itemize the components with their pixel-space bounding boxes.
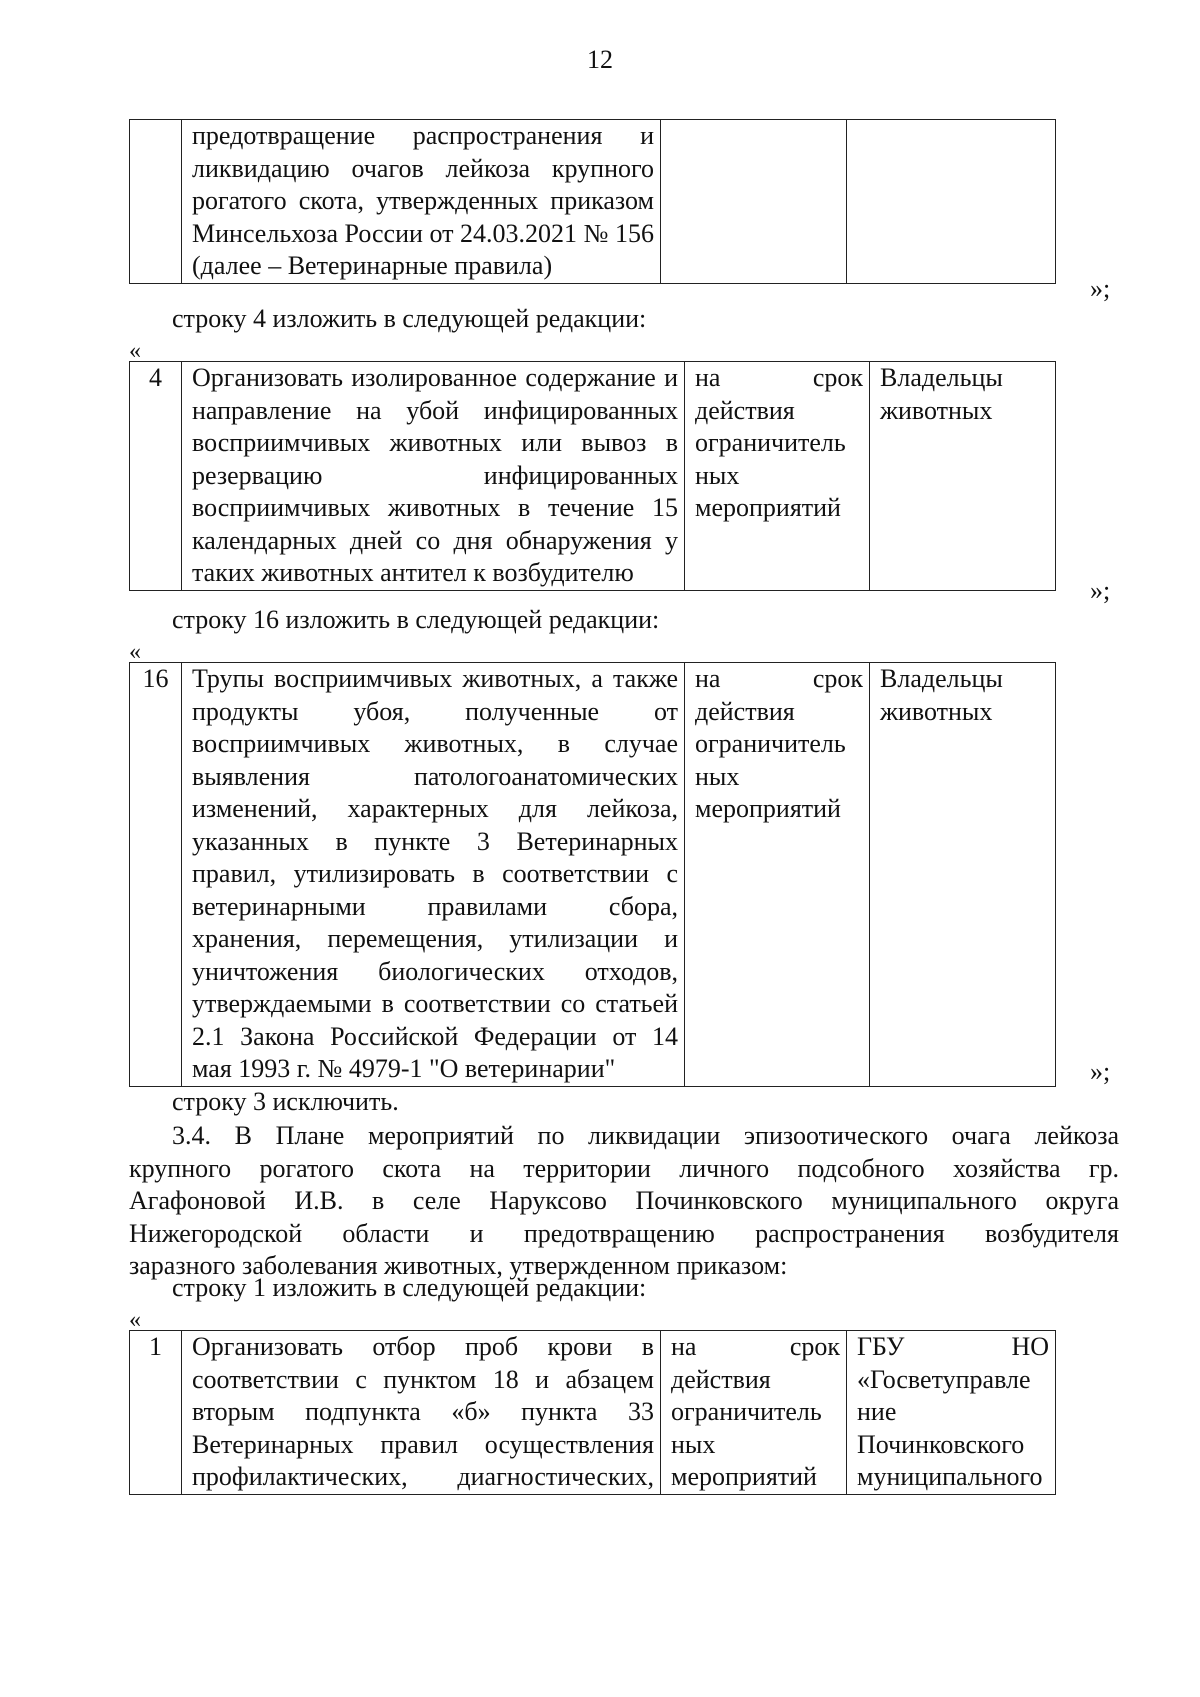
text-line: календарных дней со дня обнаружения у <box>192 525 678 555</box>
term-line: мероприятий <box>695 794 841 823</box>
resp-line: Починковского <box>857 1429 1025 1459</box>
text-line: изменений, характерных для лейкоза, <box>192 794 678 823</box>
resp-line: Владельцы <box>880 363 1003 392</box>
text-line: Минсельхоза России от 24.03.2021 № 156 <box>192 218 654 248</box>
resp-line: муниципального <box>857 1462 1043 1491</box>
term-line: ных <box>695 460 740 490</box>
text-line: правил, утилизировать в соответствии с <box>192 859 678 888</box>
page-number: 12 <box>587 45 613 74</box>
cell-resp <box>870 663 1056 1087</box>
cell-resp <box>847 120 1056 284</box>
term-line: на срок <box>695 664 863 693</box>
open-quote: « <box>129 1307 141 1333</box>
resp-line: ГБУ НО <box>857 1332 1049 1361</box>
term-line: ограничитель <box>671 1397 822 1426</box>
table-top-continuation <box>129 119 1056 284</box>
open-quote: « <box>129 639 141 665</box>
term-line: действия <box>671 1364 771 1394</box>
cell-term <box>685 663 870 1087</box>
cell-term <box>661 1331 847 1495</box>
text-line: соответствии с пунктом 18 и абзацем <box>192 1364 654 1394</box>
cell-term <box>661 120 847 284</box>
text-line: (далее – Ветеринарные правила) <box>192 251 553 280</box>
cell-text <box>182 362 685 591</box>
table-row1 <box>129 1330 1056 1495</box>
resp-line: Владельцы <box>880 664 1003 693</box>
term-line: ограничитель <box>695 729 846 758</box>
close-quote: »; <box>1090 274 1111 303</box>
text-line: ветеринарными правилами сбора, <box>192 891 678 921</box>
text-line: восприимчивых животных в течение 15 <box>192 493 678 522</box>
text-line: профилактических, диагностических, <box>192 1462 654 1491</box>
close-quote: »; <box>1090 1057 1111 1086</box>
term-line: действия <box>695 696 795 726</box>
cell-term <box>685 362 870 591</box>
text-line: вторым подпункта «б» пункта 33 <box>192 1397 654 1426</box>
paragraph-3-4 <box>129 1120 1119 1283</box>
text-line: уничтожения биологических отходов, <box>192 956 678 986</box>
cell-num: 16 <box>130 663 182 1087</box>
text-line: восприимчивых животных, в случае <box>192 729 678 758</box>
text-line: продукты убоя, полученные от <box>192 696 678 726</box>
text-line: указанных в пункте 3 Ветеринарных <box>192 826 678 856</box>
resp-line: животных <box>880 395 993 425</box>
instruction-row3: строку 3 исключить. <box>172 1087 399 1116</box>
resp-line: ние <box>857 1397 897 1426</box>
instruction-row1: строку 1 изложить в следующей редакции: <box>172 1273 647 1302</box>
text-line: Трупы восприимчивых животных, а также <box>192 664 678 693</box>
cell-num: 4 <box>130 362 182 591</box>
term-line: ных <box>671 1429 716 1459</box>
text-line: хранения, перемещения, утилизации и <box>192 924 678 953</box>
text-line: предотвращение распространения и <box>192 121 654 150</box>
cell-text <box>182 1331 661 1495</box>
close-quote: »; <box>1090 576 1111 605</box>
table-row4 <box>129 361 1056 591</box>
term-line: на срок <box>695 363 863 392</box>
text-line: 2.1 Закона Российской Федерации от 14 <box>192 1021 678 1051</box>
cell-text <box>182 663 685 1087</box>
text-line: таких животных антител к возбудителю <box>192 558 634 587</box>
cell-resp <box>847 1331 1056 1495</box>
cell-num: 1 <box>130 1331 182 1495</box>
term-line: мероприятий <box>671 1462 817 1491</box>
paragraph-line: 3.4. В Плане мероприятий по ликвидации эпизоотического очага лейкоза <box>172 1121 1119 1150</box>
text-line: рогатого скота, утвержденных приказом <box>192 186 654 215</box>
text-line: Организовать отбор проб крови в <box>192 1332 654 1361</box>
open-quote: « <box>129 338 141 364</box>
text-line: Ветеринарных правил осуществления <box>192 1429 654 1459</box>
term-line: ограничитель <box>695 428 846 457</box>
resp-line: животных <box>880 696 993 726</box>
instruction-row4: строку 4 изложить в следующей редакции: <box>172 304 647 333</box>
paragraph-line: заразного заболевания животных, утвержденном приказом: <box>129 1251 788 1280</box>
term-line: действия <box>695 395 795 425</box>
resp-line: «Госветуправле <box>857 1364 1031 1394</box>
table-row16 <box>129 662 1056 1087</box>
instruction-row16: строку 16 изложить в следующей редакции: <box>172 605 660 634</box>
paragraph-line: Агафоновой И.В. в селе Наруксово Починковского муниципального округа <box>129 1186 1119 1215</box>
cell-resp <box>870 362 1056 591</box>
text-line: Организовать изолированное содержание и <box>192 363 678 392</box>
text-line: утверждаемыми в соответствии со статьей <box>192 989 678 1018</box>
term-line: ных <box>695 761 740 791</box>
text-line: направление на убой инфицированных <box>192 395 678 425</box>
cell-text <box>182 120 661 284</box>
text-line: восприимчивых животных или вывоз в <box>192 428 678 457</box>
text-line: мая 1993 г. № 4979-1 "О ветеринарии" <box>192 1054 616 1083</box>
cell-num <box>130 120 182 284</box>
paragraph-line: Нижегородской области и предотвращению распространения возбудителя <box>129 1218 1119 1248</box>
term-line: мероприятий <box>695 493 841 522</box>
term-line: на срок <box>671 1332 840 1361</box>
text-line: выявления патологоанатомических <box>192 761 678 791</box>
text-line: резервацию инфицированных <box>192 460 678 490</box>
text-line: ликвидацию очагов лейкоза крупного <box>192 153 654 183</box>
paragraph-line: крупного рогатого скота на территории личного подсобного хозяйства гр. <box>129 1153 1119 1183</box>
